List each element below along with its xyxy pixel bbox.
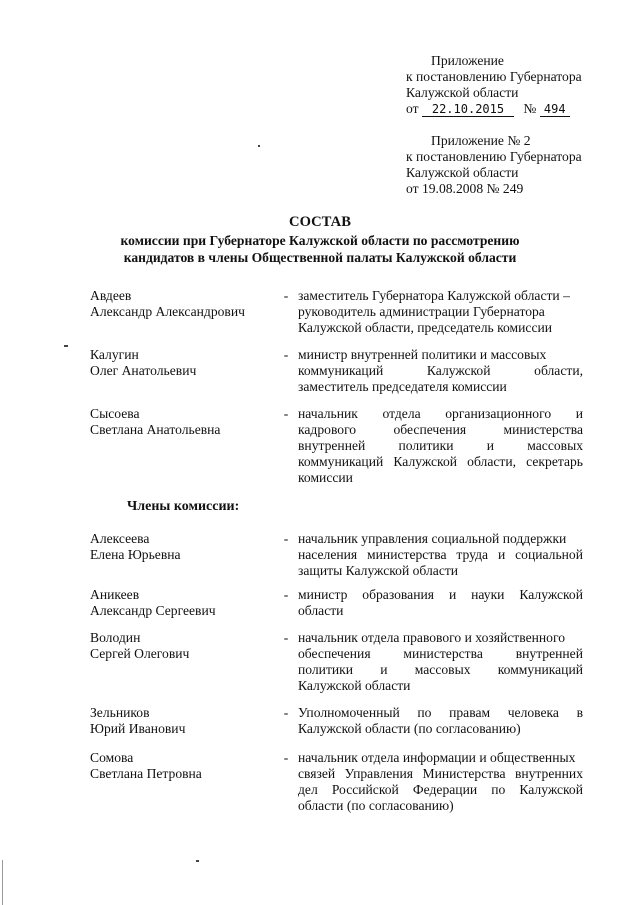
position-line: населения министерства труда и социальной	[298, 547, 583, 562]
dash-separator: -	[283, 288, 289, 303]
dash-separator: -	[283, 630, 289, 645]
position-line: области	[298, 603, 344, 618]
member-given-names: Олег Анатольевич	[90, 363, 197, 378]
position-line: министр внутренней политики и массовых	[298, 347, 547, 362]
member-name	[90, 630, 280, 662]
position-line: связей Управления Министерства внутренних	[298, 766, 583, 781]
position-line: защиты Калужской области	[298, 563, 459, 578]
appendix-original-decree-line: к постановлению Губернатора	[406, 149, 582, 164]
appendix-decree-line: к постановлению Губернатора	[406, 69, 582, 84]
position-line: комиссии	[298, 470, 353, 485]
member-surname: Сомова	[90, 750, 134, 765]
position-line: Уполномоченный по правам человека в	[298, 705, 583, 720]
member-surname: Калугин	[90, 347, 139, 362]
position-line: коммуникаций Калужской области, секретарь	[298, 454, 583, 469]
scan-edge-line	[2, 860, 3, 905]
position-line: заместитель председателя комиссии	[298, 379, 507, 394]
position-line: министр образования и науки Калужской	[298, 587, 583, 602]
position-line: обеспечения министерства внутренней	[298, 646, 583, 661]
appendix-date-line	[406, 101, 606, 117]
member-position	[298, 630, 583, 694]
position-line: начальник управления социальной поддержки	[298, 531, 567, 546]
position-line: начальник отдела организационного и	[298, 406, 583, 421]
dash-separator: -	[283, 705, 289, 720]
member-given-names: Елена Юрьевна	[90, 547, 181, 562]
position-line: политики и массовых коммуникаций	[298, 662, 583, 677]
member-surname: Сысоева	[90, 406, 140, 421]
appendix-header-original	[406, 133, 606, 197]
member-name	[90, 750, 280, 782]
appendix-label: Приложение	[431, 53, 504, 68]
member-name	[90, 406, 280, 438]
member-given-names: Юрий Иванович	[90, 721, 186, 736]
member-name	[90, 705, 280, 737]
member-surname: Володин	[90, 630, 141, 645]
dash-separator: -	[283, 587, 289, 602]
member-surname: Аникеев	[90, 587, 140, 602]
member-position	[298, 406, 583, 486]
member-surname: Авдеев	[90, 288, 132, 303]
position-line: коммуникаций Калужской области,	[298, 363, 583, 378]
member-given-names: Сергей Олегович	[90, 646, 190, 661]
member-position	[298, 587, 583, 619]
date-prefix: от	[406, 101, 419, 116]
position-line: области (по согласованию)	[298, 798, 454, 813]
appendix-original-region-line: Калужской области	[406, 165, 519, 180]
member-surname: Алексеева	[90, 531, 150, 546]
member-position	[298, 347, 583, 395]
position-line: Калужской области	[298, 678, 411, 693]
position-line: руководитель администрации Губернатора	[298, 304, 545, 319]
member-name	[90, 587, 280, 619]
appendix-header-current	[406, 53, 606, 117]
document-subtitle	[0, 232, 640, 266]
member-given-names: Александр Александрович	[90, 304, 245, 319]
member-given-names: Александр Сергеевич	[90, 603, 216, 618]
subtitle-line-2: кандидатов в члены Общественной палаты Калужской области	[123, 250, 517, 265]
number-prefix: №	[523, 101, 537, 116]
position-line: кадрового обеспечения министерства	[298, 422, 583, 437]
dash-separator: -	[283, 750, 289, 765]
member-position	[298, 531, 583, 579]
number-field: 494	[540, 103, 570, 117]
appendix-original-date-line: от 19.08.2008 № 249	[406, 181, 524, 196]
member-position	[298, 750, 583, 814]
position-line: начальник отдела информации и общественных	[298, 750, 576, 765]
date-field: 22.10.2015	[422, 103, 514, 117]
position-line: Калужской области, председатель комиссии	[298, 320, 553, 335]
members-section-label: Члены комиссии:	[127, 499, 240, 514]
dash-separator: -	[283, 347, 289, 362]
member-name	[90, 347, 280, 379]
position-line: Калужской области (по согласованию)	[298, 721, 521, 736]
subtitle-line-1: комиссии при Губернаторе Калужской области по рассмотрению	[120, 233, 520, 248]
position-line: начальник отдела правового и хозяйственного	[298, 630, 565, 645]
position-line: заместитель Губернатора Калужской области –	[298, 288, 570, 303]
member-given-names: Светлана Анатольевна	[90, 422, 221, 437]
member-name	[90, 531, 280, 563]
member-name	[90, 288, 280, 320]
appendix-original-label: Приложение № 2	[431, 133, 531, 148]
member-given-names: Светлана Петровна	[90, 766, 202, 781]
appendix-region-line: Калужской области	[406, 85, 519, 100]
scan-speck	[196, 860, 199, 862]
member-surname: Зельников	[90, 705, 150, 720]
document-title: СОСТАВ	[289, 214, 351, 230]
dash-separator: -	[283, 406, 289, 421]
position-line: внутренней политики и массовых	[298, 438, 583, 453]
position-line: дел Российской Федерации по Калужской	[298, 782, 583, 797]
member-position	[298, 288, 583, 336]
scan-speck	[258, 145, 260, 147]
scan-speck	[64, 345, 68, 347]
dash-separator: -	[283, 531, 289, 546]
member-position	[298, 705, 583, 737]
